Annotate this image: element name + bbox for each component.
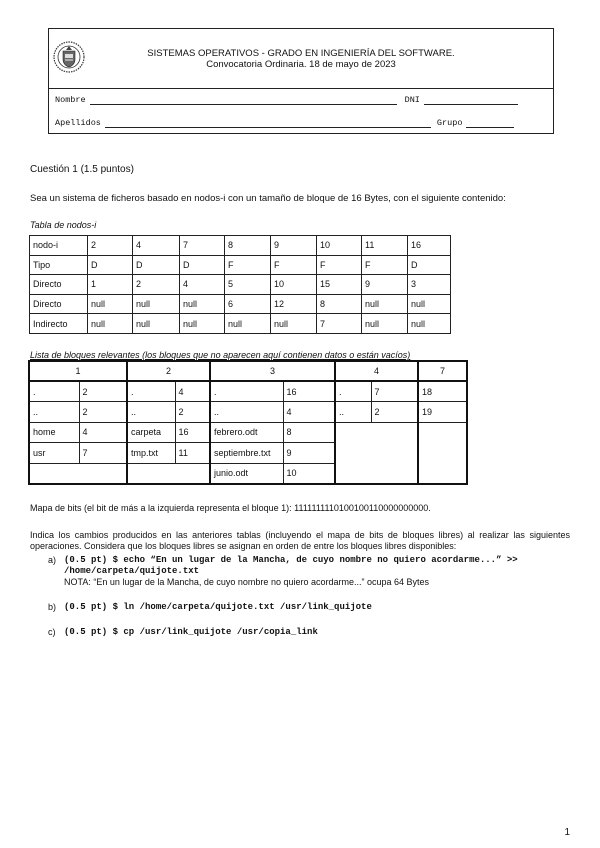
inode-row <box>30 255 451 275</box>
block3-entry-inode: 9 <box>283 443 335 464</box>
name-dni-row <box>55 95 518 105</box>
inode-cell: null <box>180 314 225 334</box>
inode-cell: null <box>180 294 225 314</box>
inode-cell: 16 <box>408 236 451 256</box>
question-intro: Sea un sistema de ficheros basado en nodos-i con un tamaño de bloque de 16 Bytes, con el siguiente contenido: <box>30 193 506 204</box>
dni-label: DNI <box>404 95 420 105</box>
block-header-7: 7 <box>418 361 467 381</box>
block4-entry-inode: 7 <box>371 381 418 402</box>
block3-entry-name: febrero.odt <box>210 422 283 443</box>
page-number: 1 <box>564 827 570 838</box>
block7-empty-cell <box>418 422 467 484</box>
inode-cell: null <box>362 294 408 314</box>
inode-row-label: Indirecto <box>30 314 88 334</box>
block1-entry-inode: 2 <box>79 381 127 402</box>
inode-cell: 2 <box>88 236 133 256</box>
inode-cell: 4 <box>180 275 225 295</box>
inode-cell: null <box>88 314 133 334</box>
block7-entry: 19 <box>418 402 467 423</box>
inode-cell: F <box>317 255 362 275</box>
block2-entry-inode: 2 <box>175 402 210 423</box>
grupo-field[interactable] <box>466 118 514 128</box>
inode-cell: null <box>362 314 408 334</box>
inode-cell: null <box>408 294 451 314</box>
inode-cell: 1 <box>88 275 133 295</box>
inode-cell: 9 <box>271 236 317 256</box>
block3-entry-name: .. <box>210 402 283 423</box>
block1-entry-inode: 4 <box>79 422 127 443</box>
apellidos-grupo-row <box>55 118 514 128</box>
block4-empty-cell <box>335 422 418 484</box>
grupo-label: Grupo <box>436 118 463 128</box>
block1-entry-inode: 2 <box>79 402 127 423</box>
header-title-area <box>49 29 553 89</box>
inode-table-caption: Tabla de nodos-i <box>30 220 97 230</box>
block1-entry-name: . <box>29 381 79 402</box>
block4-entry-name: .. <box>335 402 371 423</box>
block1-entry-name: .. <box>29 402 79 423</box>
bitmap-text: Mapa de bits (el bit de más a la izquierda representa el bloque 1): 1111111110100100110000000000. <box>30 503 431 513</box>
inode-cell: 8 <box>317 294 362 314</box>
block3-entry-inode: 10 <box>283 463 335 484</box>
blocks-row <box>29 402 467 423</box>
inode-cell: null <box>88 294 133 314</box>
block1-entry-inode: 7 <box>79 443 127 464</box>
inode-row-label: Directo <box>30 275 88 295</box>
block4-entry-inode: 2 <box>371 402 418 423</box>
op-a-command-path: /home/carpeta/quijote.txt <box>64 566 200 576</box>
op-b-letter: b) <box>48 602 57 612</box>
inode-cell: F <box>362 255 408 275</box>
block4-entry-name: . <box>335 381 371 402</box>
block3-entry-inode: 4 <box>283 402 335 423</box>
header-title <box>49 48 553 70</box>
inode-cell: 7 <box>317 314 362 334</box>
inode-cell: null <box>271 314 317 334</box>
inode-cell: 12 <box>271 294 317 314</box>
op-b-command: (0.5 pt) $ ln /home/carpeta/quijote.txt /usr/link_quijote <box>64 602 372 612</box>
block1-entry-name: usr <box>29 443 79 464</box>
inode-cell: 6 <box>225 294 271 314</box>
block3-entry-name: junio.odt <box>210 463 283 484</box>
block-header-2: 2 <box>127 361 210 381</box>
blocks-header-row <box>29 361 467 381</box>
inode-row <box>30 236 451 256</box>
inode-row <box>30 275 451 295</box>
inode-cell: 3 <box>408 275 451 295</box>
inode-cell: D <box>180 255 225 275</box>
inode-table <box>29 235 451 334</box>
op-a-note: NOTA: “En un lugar de la Mancha, de cuyo nombre no quiero acordarme...” ocupa 64 Bytes <box>64 577 430 587</box>
nombre-field[interactable] <box>90 95 397 105</box>
apellidos-field[interactable] <box>105 118 431 128</box>
inode-cell: F <box>225 255 271 275</box>
blocks-row <box>29 381 467 402</box>
inode-row <box>30 314 451 334</box>
op-c-command: (0.5 pt) $ cp /usr/link_quijote /usr/copia_link <box>64 627 318 637</box>
inode-row-label: Directo <box>30 294 88 314</box>
inode-cell: 4 <box>133 236 180 256</box>
inode-cell: null <box>225 314 271 334</box>
dni-field[interactable] <box>424 95 518 105</box>
inode-cell: 8 <box>225 236 271 256</box>
inode-cell: 5 <box>225 275 271 295</box>
instructions-text: Indica los cambios producidos en las anteriores tablas (incluyendo el mapa de bits de bloques libres) al realizar las siguientes operaciones. Considera que los bloques libres se asignan en orden de entre los bloques libres disponibles: <box>30 530 570 551</box>
block2-empty-cell <box>127 463 210 484</box>
block2-entry-name: carpeta <box>127 422 175 443</box>
block1-empty-cell <box>29 463 127 484</box>
block-header-4: 4 <box>335 361 418 381</box>
inode-cell: D <box>133 255 180 275</box>
inode-cell: 10 <box>271 275 317 295</box>
inode-cell: 2 <box>133 275 180 295</box>
nombre-label: Nombre <box>55 95 86 105</box>
inode-cell: 11 <box>362 236 408 256</box>
inode-cell: 15 <box>317 275 362 295</box>
inode-cell: F <box>271 255 317 275</box>
block2-entry-name: .. <box>127 402 175 423</box>
inode-cell: null <box>133 314 180 334</box>
block2-entry-name: tmp.txt <box>127 443 175 464</box>
exam-date: Convocatoria Ordinaria. 18 de mayo de 2023 <box>206 59 396 70</box>
course-title: SISTEMAS OPERATIVOS - GRADO EN INGENIERÍA DEL SOFTWARE. <box>147 48 455 59</box>
block3-entry-inode: 16 <box>283 381 335 402</box>
inode-cell: D <box>88 255 133 275</box>
exam-header <box>48 28 554 134</box>
inode-cell: null <box>408 314 451 334</box>
block2-entry-inode: 11 <box>175 443 210 464</box>
inode-row-label: Tipo <box>30 255 88 275</box>
inode-cell: null <box>133 294 180 314</box>
blocks-row <box>29 422 467 443</box>
inode-cell: 7 <box>180 236 225 256</box>
block1-entry-name: home <box>29 422 79 443</box>
apellidos-label: Apellidos <box>55 118 101 128</box>
block3-entry-inode: 8 <box>283 422 335 443</box>
inode-cell: 9 <box>362 275 408 295</box>
inode-row-label: nodo-i <box>30 236 88 256</box>
block2-entry-inode: 4 <box>175 381 210 402</box>
inode-row <box>30 294 451 314</box>
op-c-letter: c) <box>48 627 56 637</box>
block-header-3: 3 <box>210 361 335 381</box>
op-a-command: (0.5 pt) $ echo “En un lugar de la Mancha, de cuyo nombre no quiero acordarme...” >> <box>64 555 518 565</box>
block2-entry-name: . <box>127 381 175 402</box>
block-header-1: 1 <box>29 361 127 381</box>
op-a-letter: a) <box>48 555 57 565</box>
block3-entry-name: septiembre.txt <box>210 443 283 464</box>
block3-entry-name: . <box>210 381 283 402</box>
block7-entry: 18 <box>418 381 467 402</box>
question-title: Cuestión 1 (1.5 puntos) <box>30 164 134 175</box>
inode-cell: 10 <box>317 236 362 256</box>
block2-entry-inode: 16 <box>175 422 210 443</box>
inode-cell: D <box>408 255 451 275</box>
blocks-table <box>28 360 468 485</box>
blocks-table-caption: Lista de bloques relevantes (los bloques que no aparecen aquí contienen datos o están vacíos) <box>30 350 411 360</box>
